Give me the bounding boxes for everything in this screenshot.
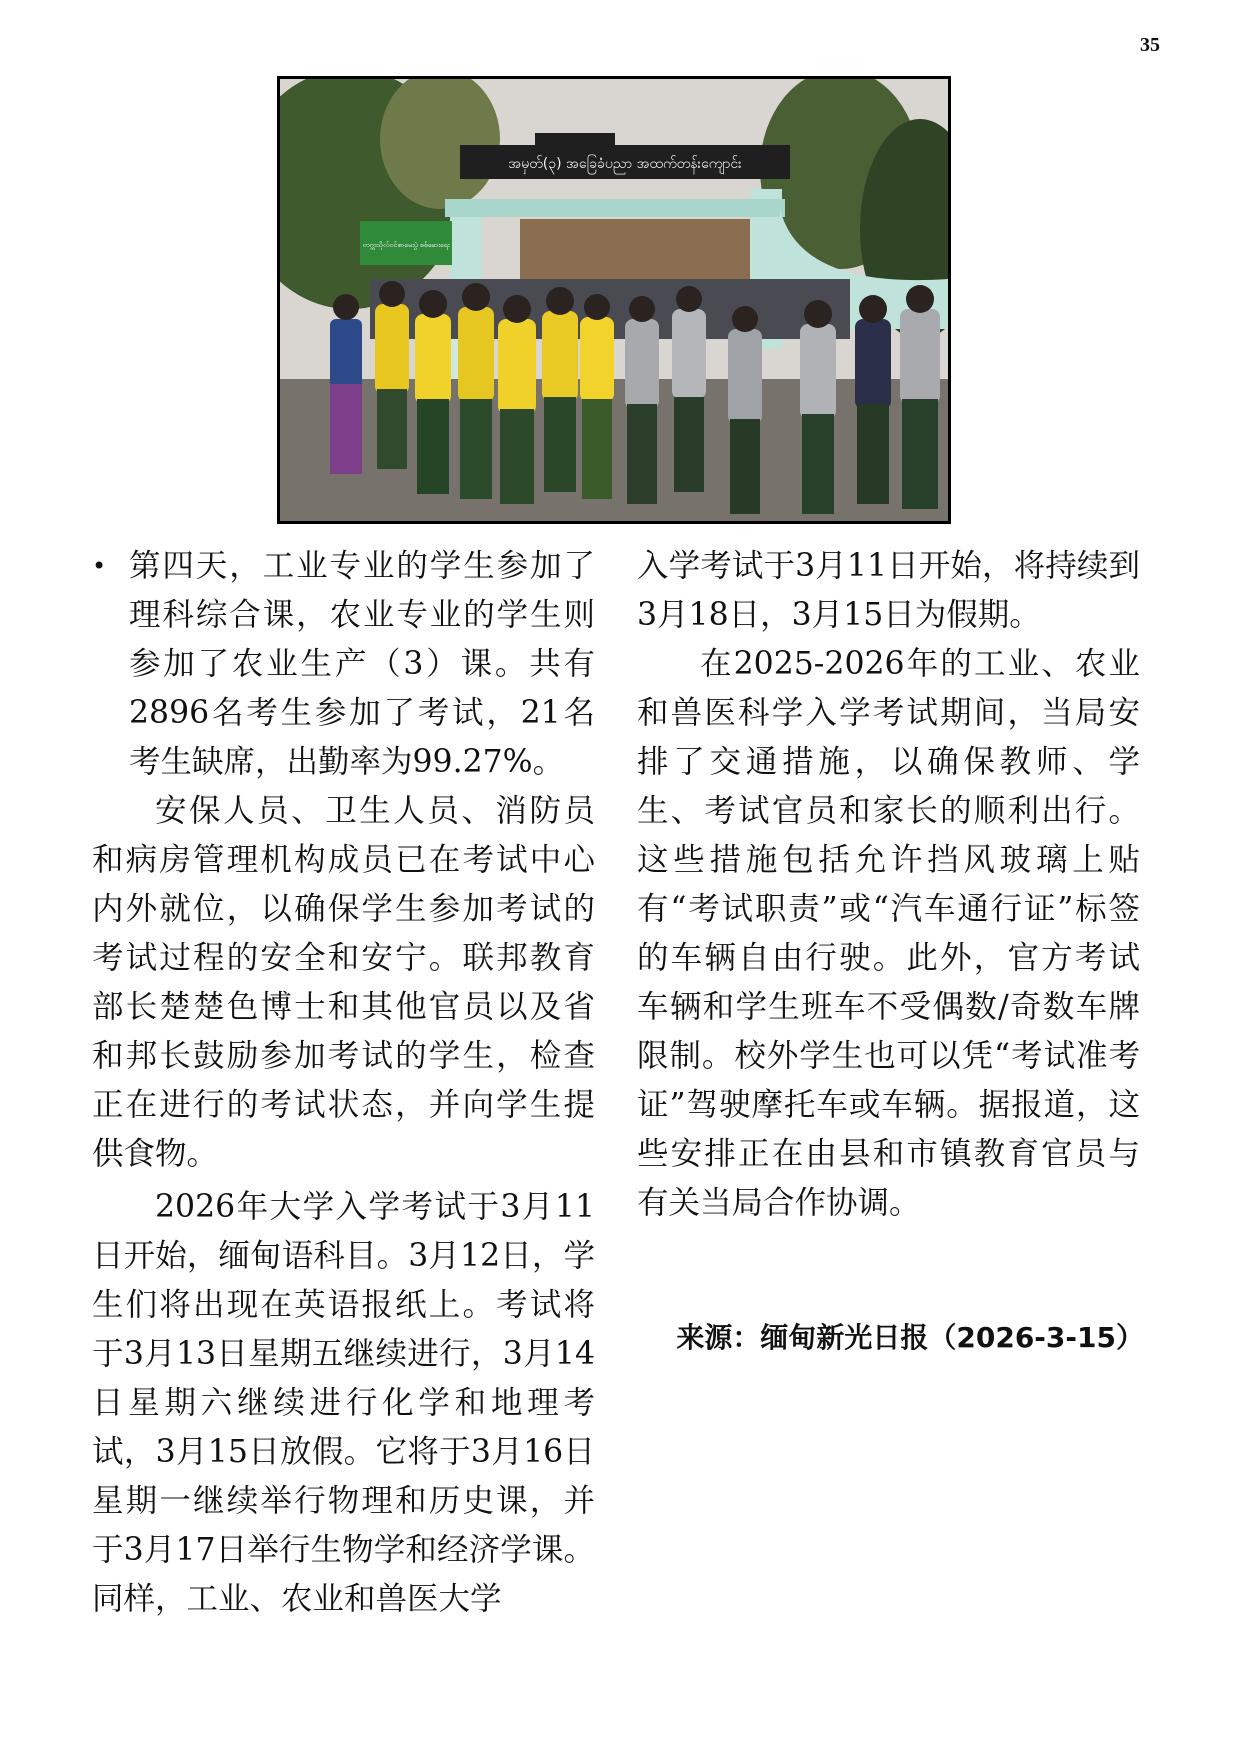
banner-text: တက္ကသိုလ်ဝင်စာမေးပွဲ စစ်ဆေးရေး bbox=[362, 241, 450, 249]
traffic-paragraph: 在2025-2026年的工业、农业和兽医科学入学考试期间，当局安排了交通措施，以确保教师、学生、考试官员和家长的顺利出行。这些措施包括允许挡风玻璃上贴有“考试职责”或“汽车通行证”标签的车辆自由行驶。此外，官方考试车辆和学生班车不受偶数/奇数车牌限制。校外学生也可以凭“考试准考证”驾驶摩托车或车辆。据报道，这些安排正在由县和市镇教育官员与有关当局合作协调。 bbox=[637, 646, 1140, 1221]
bullet-icon: • bbox=[92, 552, 107, 580]
gate-sign-text: အမှတ်(၃) အခြေခံပညာ အထက်တန်းကျောင်း bbox=[508, 156, 742, 172]
security-paragraph: 安保人员、卫生人员、消防员和病房管理机构成员已在考试中心内外就位，以确保学生参加考试的考试过程的安全和安宁。联邦教育部长楚楚色博士和其他官员以及省和邦长鼓励参加考试的学生，检查正在进行的考试状态，并向学生提供食物。 bbox=[92, 793, 595, 1172]
schedule-paragraph-continued: 入学考试于3月11日开始，将持续到3月18日，3月15日为假期。 bbox=[637, 548, 1140, 633]
left-column bbox=[92, 542, 595, 1624]
exam-center-photo bbox=[277, 76, 951, 524]
bullet-item bbox=[92, 542, 595, 787]
schedule-paragraph: 2026年大学入学考试于3月11日开始，缅甸语科目。3月12日，学生们将出现在英语报纸上。考试将于3月13日星期五继续进行，3月14日星期六继续进行化学和地理考试，3月15日放假。它将于3月16日星期一继续举行物理和历史课，并于3月17日举行生物学和经济学课。同样，工业、农业和兽医大学 bbox=[92, 1189, 595, 1617]
bullet-paragraph: 第四天，工业专业的学生参加了理科综合课，农业专业的学生则参加了农业生产（3）课。共有2896名考生参加了考试，21名考生缺席，出勤率为99.27%。 bbox=[129, 548, 595, 780]
page-number: 35 bbox=[1140, 34, 1160, 56]
source-credit: 来源：缅甸新光日报（2026-3-15） bbox=[676, 1321, 1144, 1354]
right-column bbox=[637, 542, 1140, 1228]
